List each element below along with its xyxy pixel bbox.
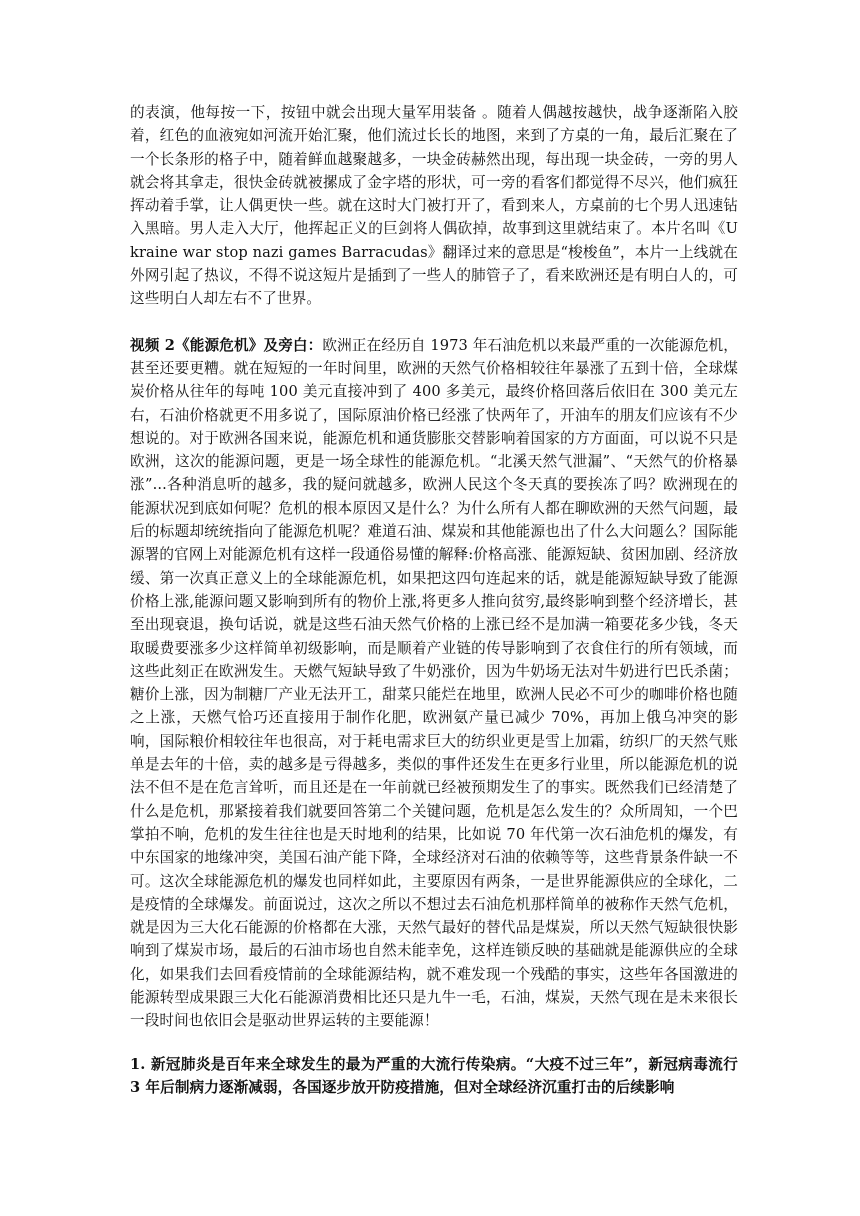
paragraph-energy-crisis-body: 欧洲正在经历自 1973 年石油危机以来最严重的一次能源危机，甚至还要更糟。就在短短的一年时间里，欧洲的天然气价格相较往年暴涨了五到十倍，全球煤炭价格从往年的每吨 100 美元直接冲到了 400 多美元，最终价格回落后依旧在 300 美元左右，石油价格就更不用多说了，国际原油价格已经涨了快两年了，开油车的朋友们应该有不少想说的。对于欧洲各国来说，能源危机和通货膨胀交替影响着国家的方方面面，可以说不只是欧洲，这次的能源问题，更是一场全球性的能源危机。“北溪天然气泄漏”、“天然气的价格暴涨”...各种消息听的越多，我的疑问就越多，欧洲人民这个冬天真的要挨冻了吗？欧洲现在的能源状况到底如何呢？危机的根本原因又是什么？为什么所有人都在聊欧洲的天然气问题，最后的标题却统统指向了能源危机呢？难道石油、煤炭和其他能源也出了什么大问题么？国际能源署的官网上对能源危机有这样一段通俗易懂的解释:价格高涨、能源短缺、贫困加剧、经济放缓、第一次真正意义上的全球能源危机，如果把这四句连起来的话，就是能源短缺导致了能源价格上涨,能源问题又影响到所有的物价上涨,将更多人推向贫穷,最终影响到整个经济增长，甚至出现衰退，换句话说，就是这些石油天然气价格的上涨已经不是加满一箱要花多少钱，冬天取暖费要涨多少这样简单初级影响，而是顺着产业链的传导影响到了衣食住行的所有领域，而这些此刻正在欧洲发生。天燃气短缺导致了牛奶涨价，因为牛奶场无法对牛奶进行巴氏杀菌；糖价上涨，因为制糖厂产业无法开工，甜菜只能烂在地里，欧洲人民必不可少的咖啡价格也随之上涨，天燃气恰巧还直接用于制作化肥，欧洲氨产量已减少 70%，再加上俄乌冲突的影响，国际粮价相较往年也很高，对于耗电需求巨大的纺织业更是雪上加霜，纺织厂的天然气账单是去年的十倍，卖的越多是亏得越多，类似的事件还发生在更多行业里，所以能源危机的说法不但不是在危言耸听，而且还是在一年前就已经被预期发生了的事实。既然我们已经清楚了什么是危机，那紧接着我们就要回答第二个关键问题，危机是怎么发生的？众所周知，一个巴掌拍不响，危机的发生往往也是天时地利的结果，比如说 70 年代第一次石油危机的爆发，有中东国家的地缘冲突，美国石油产能下降，全球经济对石油的依赖等等，这些背景条件缺一不可。这次全球能源危机的爆发也同样如此，主要原因有两条，一是世界能源供应的全球化，二是疫情的全球爆发。前面说过，这次之所以不想过去石油危机那样简单的被称作天然气危机，就是因为三大化石能源的价格都在大涨，天然气最好的替代品是煤炭，所以天然气短缺很快影响到了煤炭市场，最后的石油市场也自然未能幸免，这样连锁反映的基础就是能源供应的全球化，如果我们去回看疫情前的全球能源结构，就不难发现一个残酷的事实，这些年各国激进的能源转型成果跟三大化石能源消费相比还只是九牛一毛，石油，煤炭，天然气现在是未来很长一段时间也依旧会是驱动世界运转的主要能源！	[130, 336, 738, 1030]
paragraph-lead-label: 视频 2《能源危机》及旁白：	[130, 336, 323, 354]
paragraph-covid-point-1: 1. 新冠肺炎是百年来全球发生的最为严重的大流行传染病。“大疫不过三年”，新冠病毒流行 3 年后制病力逐渐减弱，各国逐步放开防疫措施，但对全球经济沉重打击的后续影响	[130, 1055, 738, 1096]
document-page	[130, 101, 738, 1099]
paragraph-short-film-description: 的表演，他每按一下，按钮中就会出现大量军用装备 。随着人偶越按越快，战争逐渐陷入胶着，红色的血液宛如河流开始汇聚，他们流过长长的地图，来到了方桌的一角，最后汇聚在了一个长条形的格子中，随着鲜血越聚越多，一块金砖赫然出现，每出现一块金砖，一旁的男人就会将其拿走，很快金砖就被摞成了金字塔的形状，可一旁的看客们都觉得不尽兴，他们疯狂挥动着手掌，让人偶更快一些。就在这时大门被打开了，看到来人，方桌前的七个男人迅速钻入黑暗。男人走入大厅，他挥起正义的巨剑将人偶砍掉，故事到这里就结束了。本片名叫《Ukraine war stop nazi games Barracudas》翻译过来的意思是“梭梭鱼”，本片一上线就在外网引起了热议，不得不说这短片是插到了一些人的肺管子了，看来欧洲还是有明白人的，可这些明白人却左右不了世界。	[130, 104, 738, 308]
paragraph-energy-crisis	[130, 334, 738, 1033]
